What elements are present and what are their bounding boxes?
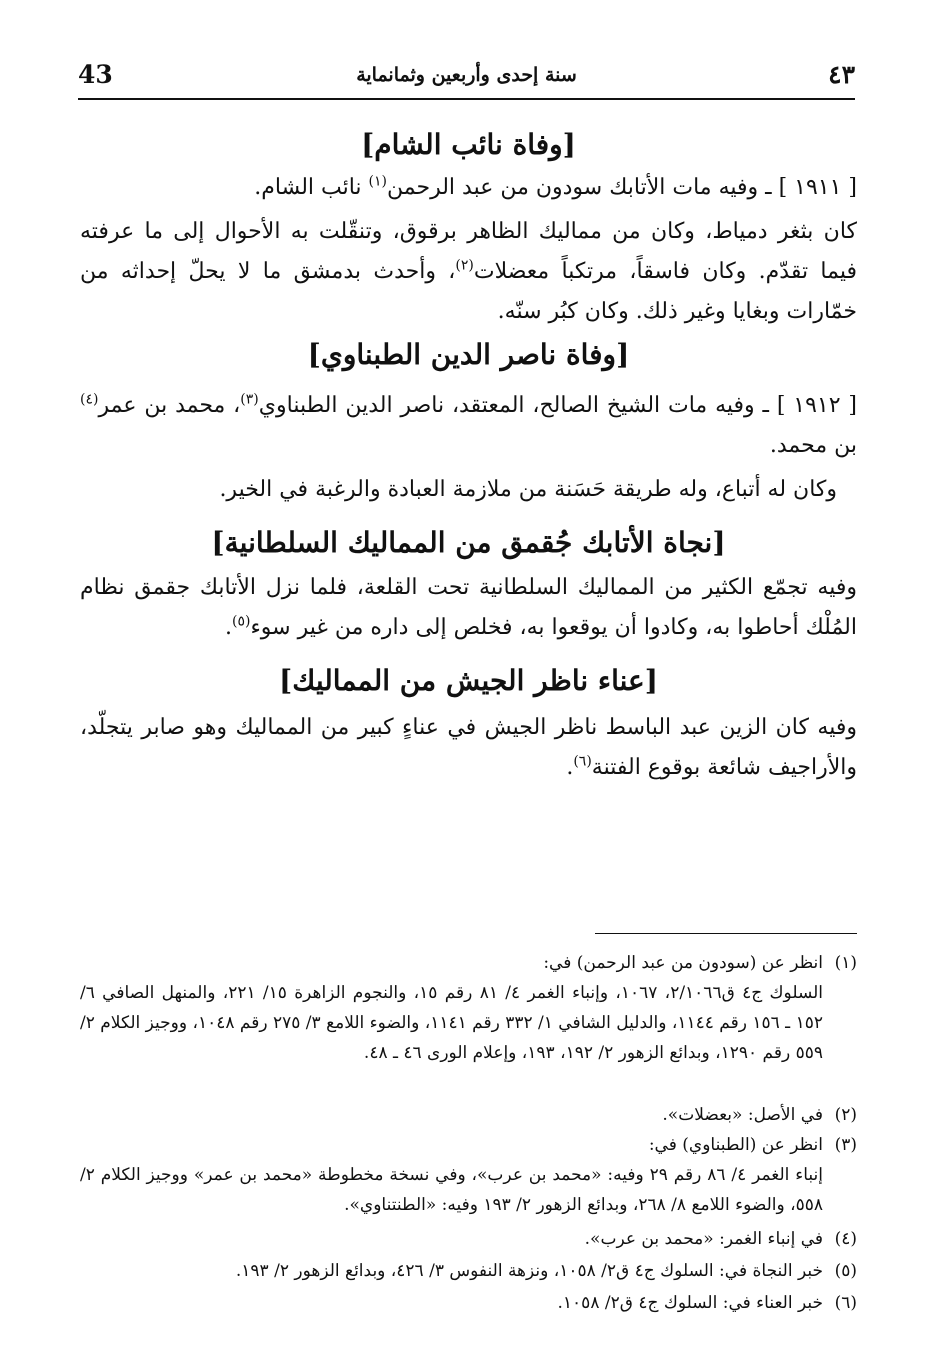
paragraph-text: كان بثغر دمياط، وكان من مماليك الظاهر برقوق، وتنقّلت به الأحوال إلى ما عرفته فيما تقدّم. وكان فاسقاً، مرتكباً معضلات <box>80 219 857 284</box>
paragraph-text: وفيه كان الزين عبد الباسط ناظر الجيش في عناءٍ كبير من المماليك وهو صابر يتجلّد، والأراجيف شائعة بوقوع الفتنة <box>80 715 857 780</box>
section-heading: [نجاة الأتابك جُقمق من المماليك السلطانية] <box>211 526 726 559</box>
footnote-text: في إنباء الغمر: «محمد بن عرب». <box>584 1229 823 1249</box>
paragraph-text: ، وأحدث بدمشق ما لا يحلّ إحداثه من خمّارات وبغايا وغير ذلك. وكان كبُر سنّه. <box>80 259 857 324</box>
footnote-text: انظر عن (الطبناوي) في: <box>648 1135 823 1155</box>
paragraph <box>80 212 857 332</box>
entry-text: بن محمد. <box>769 433 857 458</box>
footnote-number: (٣) <box>834 1135 857 1155</box>
paragraph-text: وفيه تجمّع الكثير من المماليك السلطانية تحت القلعة، فلما نزل الأتابك جقمق نظام المُلْك أحاطوا به، وكادوا أن يوقعوا به، فخلص إلى داره من غير سوء <box>80 575 857 640</box>
section-heading: [وفاة نائب الشام] <box>361 128 576 161</box>
footnote-ref: (٣) <box>240 391 259 408</box>
footnote <box>80 1100 857 1130</box>
entry-text: [ ١٩١٢ ] ـ وفيه مات الشيخ الصالح، المعتقد، ناصر الدين الطبناوي <box>258 393 858 418</box>
footnote-number: (٢) <box>834 1105 857 1125</box>
footnote-body: السلوك ج٤ ق٢/١٠٦٦، ١٠٦٧، وإنباء الغمر ٤/ ٨١ رقم ١٥، والنجوم الزاهرة ١٥/ ٢٢١، والمنهل الصافي ٦/ ١٥٢ ـ ١٥٦ رقم ١١٤٤، والدليل الشافي ١/ ٣٣٢ رقم ١١٤١، والضوء اللامع ٣/ ٢٧٥ رقم ١٠٤٨، ووجيز الكلام ٢/ ٥٥٩ رقم ١٢٩٠، وبدائع الزهور ٢/ ١٩٢، ١٩٣، وإعلام الورى ٤٦ ـ ٤٨. <box>80 983 824 1063</box>
footnote-ref: (٤) <box>80 391 99 408</box>
footnote-text: انظر عن (سودون من عبد الرحمن) في: <box>543 953 823 973</box>
page-number-latin: 43 <box>78 60 113 89</box>
footnote-ref: (٦) <box>573 753 592 770</box>
entry-text: نائب الشام. <box>254 175 369 200</box>
paragraph <box>80 568 857 648</box>
paragraph <box>80 708 857 788</box>
section-heading: [عناء ناظر الجيش من المماليك] <box>278 664 659 697</box>
footnote-text: خبر العناء في: السلوك ج٤ ق٢/ ١٠٥٨. <box>557 1293 823 1313</box>
footnote-number: (٦) <box>834 1293 857 1313</box>
running-header <box>78 54 855 94</box>
footnote-number: (٥) <box>834 1261 857 1281</box>
entry-text: ، محمد بن عمر <box>98 393 241 418</box>
footnote <box>80 948 857 978</box>
footnote-text: خبر النجاة في: السلوك ج٤ ق٢/ ١٠٥٨، ونزهة النفوس ٣/ ٤٢٦، وبدائع الزهور ٢/ ١٩٣. <box>235 1261 823 1281</box>
footnote-body: إنباء الغمر ٤/ ٨٦ رقم ٢٩ وفيه: «محمد بن عرب»، وفي نسخة مخطوطة «محمد بن عمر» ووجيز الكلام ٢/ ٥٥٨، والضوء اللامع ٨/ ٢٦٨، وبدائع الزهور ٢/ ١٩٣ وفيه: «الطنتناوي». <box>80 1165 823 1215</box>
header-rule <box>78 98 855 100</box>
paragraph: وكان له أتباع، وله طريقة حَسَنة من ملازمة العبادة والرغبة في الخير. <box>219 477 837 502</box>
paragraph-text: . <box>224 615 232 640</box>
footnote-text: في الأصل: «بعضلات». <box>662 1105 823 1125</box>
entry-text: [ ١٩١١ ] ـ وفيه مات الأتابك سودون من عبد الرحمن <box>387 175 857 200</box>
entry-line <box>80 168 857 208</box>
footnote-rule <box>595 933 857 934</box>
paragraph-text: . <box>566 755 574 780</box>
footnote <box>80 1130 857 1160</box>
footnote-number: (١) <box>834 953 857 973</box>
footnote <box>80 1224 857 1254</box>
page-number-arabic: ٤٣ <box>828 60 855 89</box>
footnote-ref: (١) <box>368 173 388 190</box>
footnote-number: (٤) <box>834 1229 857 1249</box>
footnote <box>80 1288 857 1318</box>
footnote <box>80 1256 857 1286</box>
footnote-ref: (٢) <box>455 257 474 274</box>
section-heading: [وفاة ناصر الدين الطبناوي] <box>307 338 630 371</box>
running-title: سنة إحدى وأربعين وثمانماية <box>356 64 577 86</box>
entry-line <box>80 386 857 466</box>
footnote-ref: (٥) <box>231 613 251 630</box>
